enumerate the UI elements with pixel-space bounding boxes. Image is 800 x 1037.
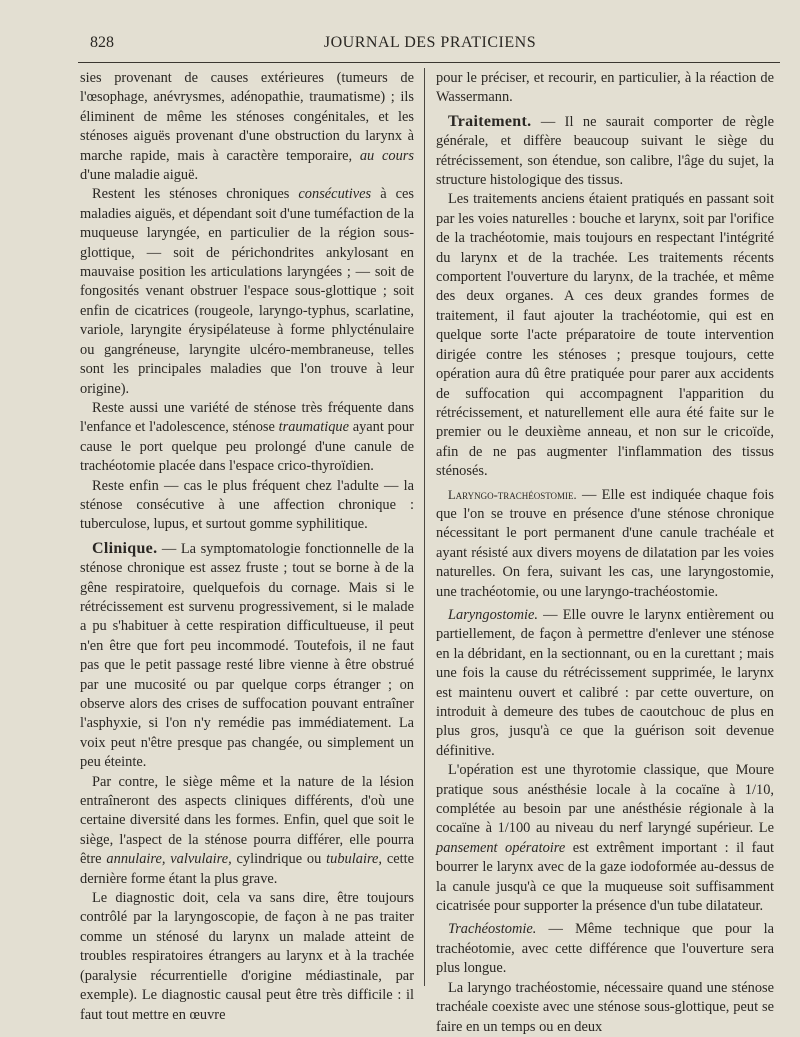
paragraph-traitement: Traitement. — Il ne saurait comporter de règle générale, et diffère beaucoup suivant le siège du rétrécissement, son étendue, son calibre, l'âge du sujet, la structure histologique des tissus.	[436, 112, 774, 189]
paragraph-laryngostomie: Laryngostomie. — Elle ouvre le larynx entièrement ou partiellement, de façon à permettre d'enlever une sténose en la débridant, en la sectionnant, ou en la curettant ; mais une fois la cause du rétrécissement supprimée, le larynx est maintenu ouvert et calibré : par cette ouverture, on introduit à demeure des tubes de caoutchouc de plus en plus gros, jusqu'à ce que la guérison soit devenue définitive.	[436, 606, 774, 759]
section-heading-traitement: Traitement.	[448, 112, 532, 130]
paragraph: Par contre, le siège même et la nature de la lésion entraîneront des aspects cliniques différents, d'où une certaine diversité dans les formes. Enfin, quel que soit le siège, l'aspect de la sténose pourra différer, elle pourra être annulaire, valvulaire, cylindrique ou tubulaire, cette dernière forme étant la plus grave.	[80, 773, 415, 887]
paragraph: Reste enfin — cas le plus fréquent chez l'adulte — la sténose consécutive à une affection chronique : tuberculose, lupus, et surtout gomme syphilitique.	[80, 477, 414, 533]
subheading-laryngo-tracheostomie: Laryngo-trachéostomie.	[448, 487, 577, 502]
paragraph: Restent les sténoses chroniques consécutives à ces maladies aiguës, et dépendant soit d'une tuméfaction de la muqueuse laryngée, en particulier de la région sous-glottique, — soit de périchondrites ankylosant en mauvaise position les articulations laryngées ; — soit de fongosités venant obstruer l'espace sous-glottique ; soit enfin de cicatrices (rougeole, laryngo-typhus, scarlatine, variole, laryngite érysipélateuse à forme phlycténulaire ou gangréneuse, laryngite ulcéro-membraneuse, telles sont les principales maladies que l'on trouve à leur origine).	[80, 186, 414, 397]
paragraph-tracheostomie: Trachéostomie. — Même technique que pour la trachéotomie, avec cette différence que l'ouverture sera plus longue.	[436, 921, 774, 977]
paragraph: Reste aussi une variété de sténose très fréquente dans l'enfance et l'adolescence, sténose traumatique ayant pour cause le port quelque peu prolongé d'une canule de trachéotomie placée dans l'espace crico-thyroïdien.	[80, 399, 414, 475]
subheading-tracheostomie: Trachéostomie.	[448, 921, 537, 938]
paragraph: pour le préciser, et recourir, en particulier, à la réaction de Wassermann.	[436, 70, 774, 106]
subheading-laryngostomie: Laryngostomie.	[448, 606, 538, 623]
right-column	[436, 69, 774, 1037]
paragraph: Les traitements anciens étaient pratiqués en passant soit par les voies naturelles : bouche et larynx, soit par l'orifice de la trachéotomie, mais toujours en respectant l'intégrité du larynx et de la trachée. Les traitements récents comportent l'ouverture du larynx, de la trachée, et même des deux organes. A ces deux grandes formes de traitement, il faut ajouter la trachéotomie, qui est en quelque sorte l'acte préparatoire de toute intervention dirigée contre les sténoses ; presque toujours, cette opération aura dû être pratiquée pour parer aux accidents de suffocation qui accompagnent l'apparition du rétrécissement, et naturellement elle aura été faite sur le premier ou le deuxième anneau, et non sur le cricoïde, afin de ne pas augmenter l'inflammation des tissus sténosés.	[436, 191, 774, 480]
paragraph-clinique: Clinique. — La symptomatologie fonctionnelle de la sténose chronique est assez fruste ; tout se borne à de la gêne respiratoire, quelquefois du cornage. Mais si le rétrécissement est survenu progressivement, si le malade a pu s'habituer à cette respiration difficultueuse, il peut n'en être que fort peu incommodé. Toutefois, il ne faut pas que le petit passage resté libre vienne à être obstrué par une mucosité ou par quelque corps étranger ; on observe alors des crises de suffocation pouvant entraîner l'asphyxie, si l'on n'y remédie pas immédiatement. La voix peut n'être presque pas changée, ou simplement un peu éteinte.	[80, 539, 414, 771]
paragraph: sies provenant de causes extérieures (tumeurs de l'œsophage, anévrysmes, adénopathie, traumatisme) ; ils éliminent de même les sténoses congénitales, et les sténoses aiguës provenant d'une obstruction du larynx à marche rapide, mais à caractère temporaire, au cours d'une maladie aiguë.	[80, 70, 414, 184]
left-column	[80, 69, 414, 1025]
paragraph: La laryngo trachéostomie, nécessaire quand une sténose trachéale coexiste avec une sténose sous-glottique, peut se faire en un temps ou en deux	[436, 979, 774, 1035]
page-number: 828	[90, 34, 114, 51]
paragraph-laryngo-tracheostomie: Laryngo-trachéostomie. — Elle est indiquée chaque fois que l'on se trouve en présence d'une sténose chronique nécessitant le port permanent d'une canule trachéale et ayant résisté aux divers moyens de dilatation par les voies naturelles. On fera, suivant les cas, une laryngostomie, une trachéotomie, ou une laryngo-trachéostomie.	[436, 486, 774, 600]
running-title: JOURNAL DES PRATICIENS	[323, 34, 537, 51]
section-heading-clinique: Clinique.	[92, 539, 158, 557]
paragraph: L'opération est une thyrotomie classique, que Moure pratique sous anésthésie locale à la cocaïne à 1/10, complétée au besoin par une anésthésie régionale à la cocaïne à 1/100 au niveau du nerf laryngé supérieur. Le pansement opératoire est extrêment important : il faut bourrer le larynx avec de la gaze iodoformée au-dessus de la canule jusqu'à ce que la muqueuse soit suffisamment cicatrisée pour supporter la présence d'un tube dilatateur.	[436, 762, 774, 915]
paragraph: Le diagnostic doit, cela va sans dire, être toujours contrôlé par la laryngoscopie, de façon à ne pas traiter comme un sténosé du larynx un malade atteint de troubles respiratoires étrangers au larynx et à la trachée (paralysie récurrentielle d'origine médiastinale, par exemple). Le diagnostic causal peut être très difficile : il faut tout mettre en œuvre	[80, 890, 414, 1023]
header-rule	[78, 62, 780, 63]
column-divider	[424, 68, 425, 986]
page-header	[80, 34, 780, 56]
